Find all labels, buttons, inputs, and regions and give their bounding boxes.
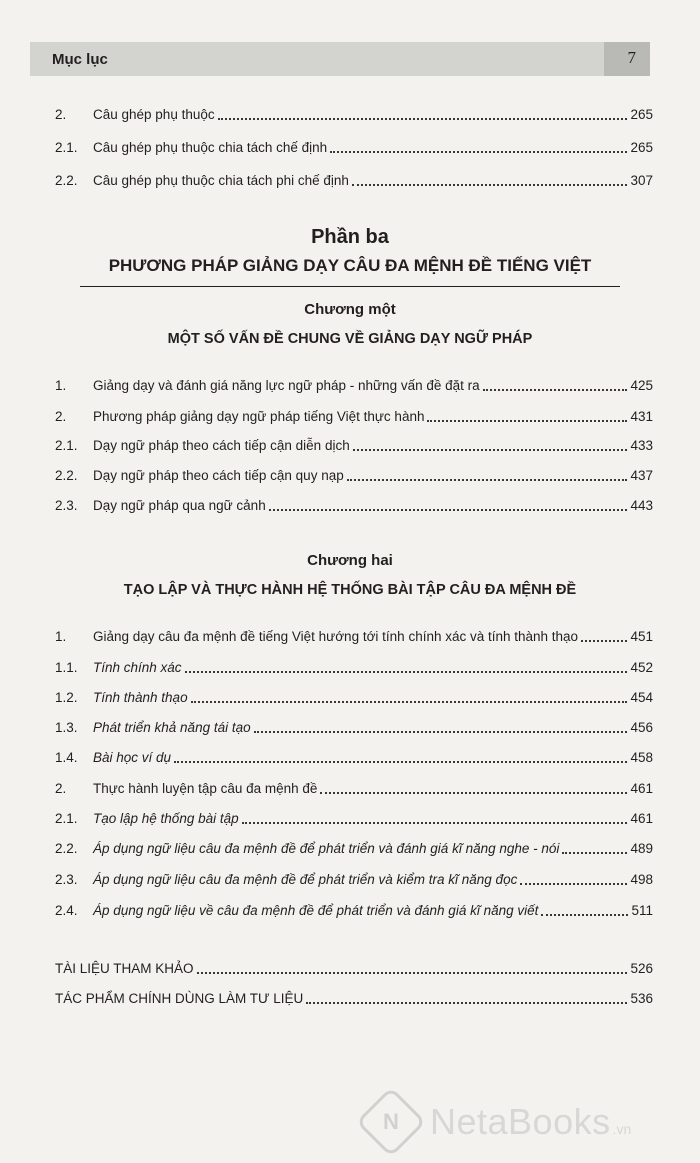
dot-leader (581, 640, 627, 642)
watermark-brand: NetaBooks (430, 1101, 611, 1142)
running-header (30, 42, 650, 76)
toc-entry-page: 425 (630, 378, 653, 393)
header-title: Mục lục (52, 51, 108, 68)
watermark-suffix: .vn (612, 1121, 632, 1137)
toc-entry[interactable] (55, 746, 653, 766)
toc-entry-page: 536 (630, 991, 653, 1006)
toc-entry-number: 1.2. (55, 690, 78, 705)
toc-entry[interactable] (55, 777, 653, 797)
dot-leader (254, 731, 628, 733)
toc-entry-page: 511 (631, 903, 653, 918)
dot-leader (520, 883, 627, 885)
toc-entry-page: 451 (630, 629, 653, 644)
toc-entry-title: Áp dụng ngữ liệu câu đa mệnh đề để phát triển và kiểm tra kĩ năng đọc (93, 872, 518, 887)
toc-entry-page: 307 (630, 173, 653, 188)
toc-entry-page: 454 (630, 690, 653, 705)
toc-entry[interactable] (55, 656, 653, 676)
toc-entry-number: 2.1. (55, 140, 78, 155)
toc-entry-page: 443 (630, 498, 653, 513)
toc-entry-page: 489 (630, 841, 653, 856)
toc-entry-number: 1.1. (55, 660, 78, 675)
toc-entry[interactable] (55, 494, 653, 514)
page-number: 7 (627, 48, 636, 67)
dot-leader (197, 972, 628, 974)
netabooks-watermark (366, 1092, 686, 1152)
toc-entry[interactable] (55, 434, 653, 454)
dot-leader (347, 479, 628, 481)
toc-entry-title: Dạy ngữ pháp qua ngữ cảnh (93, 498, 266, 513)
dot-leader (185, 671, 628, 673)
toc-entry-title: Giảng dạy câu đa mệnh đề tiếng Việt hướng tới tính chính xác và tính thành thạo (93, 629, 579, 644)
toc-entry-number: 2.2. (55, 173, 78, 188)
dot-leader (320, 792, 627, 794)
chapter-label: Chương một (304, 301, 396, 318)
toc-entry-page: 431 (630, 409, 653, 424)
toc-entry[interactable] (55, 464, 653, 484)
part-underline (80, 286, 620, 287)
chapter-label: Chương hai (307, 552, 393, 569)
toc-entry-title: TÀI LIỆU THAM KHẢO (55, 961, 194, 976)
toc-entry[interactable] (55, 716, 653, 736)
toc-entry-number: 1.4. (55, 750, 78, 765)
toc-entry[interactable] (55, 686, 653, 706)
toc-entry-number: 2. (55, 107, 67, 122)
toc-entry-title: Câu ghép phụ thuộc chia tách phi chế định (93, 173, 349, 188)
dot-leader (242, 822, 628, 824)
toc-entry-number: 2.1. (55, 438, 78, 453)
toc-entry-number: 1. (55, 629, 67, 644)
dot-leader (352, 184, 628, 186)
header-page-box (604, 42, 650, 76)
toc-entry-number: 2.4. (55, 903, 78, 918)
toc-entry-title: Câu ghép phụ thuộc (93, 107, 215, 122)
dot-leader (541, 914, 628, 916)
toc-entry-title: Tạo lập hệ thống bài tập (93, 811, 239, 826)
dot-leader (306, 1002, 627, 1004)
toc-entry-title: Dạy ngữ pháp theo cách tiếp cận quy nạp (93, 468, 344, 483)
toc-entry-title: Giảng dạy và đánh giá năng lực ngữ pháp - những vấn đề đặt ra (93, 378, 480, 393)
toc-entry-title: Áp dụng ngữ liệu về câu đa mệnh đề để phát triển và đánh giá kĩ năng viết (93, 903, 539, 918)
toc-entry-page: 456 (630, 720, 653, 735)
toc-entry-number: 2. (55, 409, 67, 424)
toc-entry[interactable] (55, 405, 653, 425)
toc-entry-title: Phát triển khả năng tái tạo (93, 720, 251, 735)
chapter-title: TẠO LẬP VÀ THỰC HÀNH HỆ THỐNG BÀI TẬP CÂU ĐA MỆNH ĐỀ (123, 582, 577, 598)
toc-entry-title: TÁC PHẨM CHÍNH DÙNG LÀM TƯ LIỆU (55, 991, 304, 1006)
toc-entry-page: 265 (630, 107, 653, 122)
toc-entry-page: 461 (630, 811, 653, 826)
toc-entry-number: 1. (55, 378, 67, 393)
netabooks-logo-icon (356, 1087, 427, 1158)
toc-entry-page: 498 (630, 872, 653, 887)
toc-entry-title: Áp dụng ngữ liệu câu đa mệnh đề để phát triển và đánh giá kĩ năng nghe - nói (93, 841, 560, 856)
toc-entry[interactable] (55, 374, 653, 394)
toc-entry[interactable] (55, 625, 653, 645)
toc-entry-number: 2.3. (55, 498, 78, 513)
part-label: Phần ba (311, 226, 389, 248)
toc-entry-page: 461 (630, 781, 653, 796)
toc-entry-number: 1.3. (55, 720, 78, 735)
toc-entry-page: 437 (630, 468, 653, 483)
toc-entry[interactable] (55, 807, 653, 827)
dot-leader (353, 449, 628, 451)
toc-entry-title: Tính thành thạo (93, 690, 188, 705)
dot-leader (174, 761, 627, 763)
toc-entry-title: Câu ghép phụ thuộc chia tách chế định (93, 140, 328, 155)
chapter-title: MỘT SỐ VẤN ĐỀ CHUNG VỀ GIẢNG DẠY NGỮ PHÁP (167, 331, 533, 347)
toc-entry[interactable] (55, 169, 653, 189)
toc-entry-title: Dạy ngữ pháp theo cách tiếp cận diễn dịch (93, 438, 350, 453)
dot-leader (562, 852, 627, 854)
toc-entry-number: 2.2. (55, 468, 78, 483)
toc-entry-page: 458 (630, 750, 653, 765)
toc-entry-number: 2.2. (55, 841, 78, 856)
toc-entry-title: Thực hành luyện tập câu đa mệnh đề (93, 781, 318, 796)
part-title: PHƯƠNG PHÁP GIẢNG DẠY CÂU ĐA MỆNH ĐỀ TIẾNG VIỆT (108, 256, 592, 275)
toc-entry-title: Tính chính xác (93, 660, 182, 675)
toc-entry-number: 2.3. (55, 872, 78, 887)
dot-leader (330, 151, 627, 153)
dot-leader (191, 701, 628, 703)
toc-entry-references[interactable] (55, 957, 653, 977)
toc-entry[interactable] (55, 899, 653, 919)
toc-entry[interactable] (55, 103, 653, 123)
toc-entry-number: 2. (55, 781, 67, 796)
toc-entry[interactable] (55, 837, 653, 857)
toc-entry-page: 452 (630, 660, 653, 675)
toc-entry-page: 526 (630, 961, 653, 976)
dot-leader (427, 420, 627, 422)
toc-entry[interactable] (55, 136, 653, 156)
toc-entry-title: Bài học ví dụ (93, 750, 172, 765)
toc-entry-number: 2.1. (55, 811, 78, 826)
dot-leader (218, 118, 628, 120)
logo-letter: N (383, 1108, 399, 1134)
toc-entry-sources[interactable] (55, 987, 653, 1007)
toc-entry-title: Phương pháp giảng dạy ngữ pháp tiếng Việt thực hành (93, 409, 425, 424)
dot-leader (269, 509, 628, 511)
toc-entry-page: 265 (630, 140, 653, 155)
toc-entry-page: 433 (630, 438, 653, 453)
toc-entry[interactable] (55, 868, 653, 888)
dot-leader (483, 389, 628, 391)
